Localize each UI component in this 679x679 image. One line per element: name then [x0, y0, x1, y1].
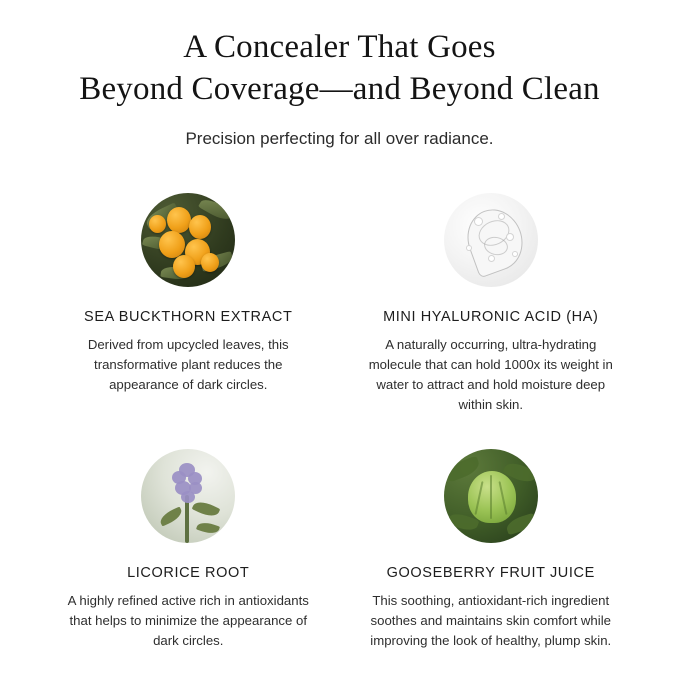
sea-buckthorn-berries-icon — [141, 193, 235, 287]
ingredient-card-licorice-root — [40, 449, 337, 651]
ingredient-description: A naturally occurring, ultra-hydrating molecule that can hold 1000x its weight in water to attract and hold moisture deep within skin. — [368, 336, 613, 412]
ingredient-card-sea-buckthorn — [40, 193, 337, 415]
ingredient-description: A highly refined active rich in antioxidants that helps to minimize the appearance of dark circles. — [67, 592, 309, 648]
ingredient-grid — [40, 193, 639, 651]
page-subtitle: Precision perfecting for all over radiance. — [185, 129, 494, 149]
ingredient-description: This soothing, antioxidant-rich ingredient soothes and maintains skin comfort while improving the look of healthy, plump skin. — [370, 592, 612, 648]
hyaluronic-acid-droplet-icon — [444, 193, 538, 287]
ingredient-card-hyaluronic-acid — [343, 193, 640, 415]
ingredient-description: Derived from upcycled leaves, this transformative plant reduces the appearance of dark circles. — [87, 336, 289, 392]
gooseberry-fruit-icon — [444, 449, 538, 543]
licorice-root-flower-icon — [141, 449, 235, 543]
page-title-line-2: Beyond Coverage—and Beyond Clean — [79, 71, 600, 108]
ingredient-title: MINI HYALURONIC ACID (HA) — [383, 308, 599, 325]
ingredient-title: LICORICE ROOT — [127, 564, 250, 581]
ingredient-card-gooseberry — [343, 449, 640, 651]
ingredient-title: SEA BUCKTHORN EXTRACT — [84, 308, 293, 325]
ingredient-title: GOOSEBERRY FRUIT JUICE — [386, 564, 595, 581]
page-title — [79, 26, 600, 110]
page-title-line-1: A Concealer That Goes — [183, 29, 496, 65]
